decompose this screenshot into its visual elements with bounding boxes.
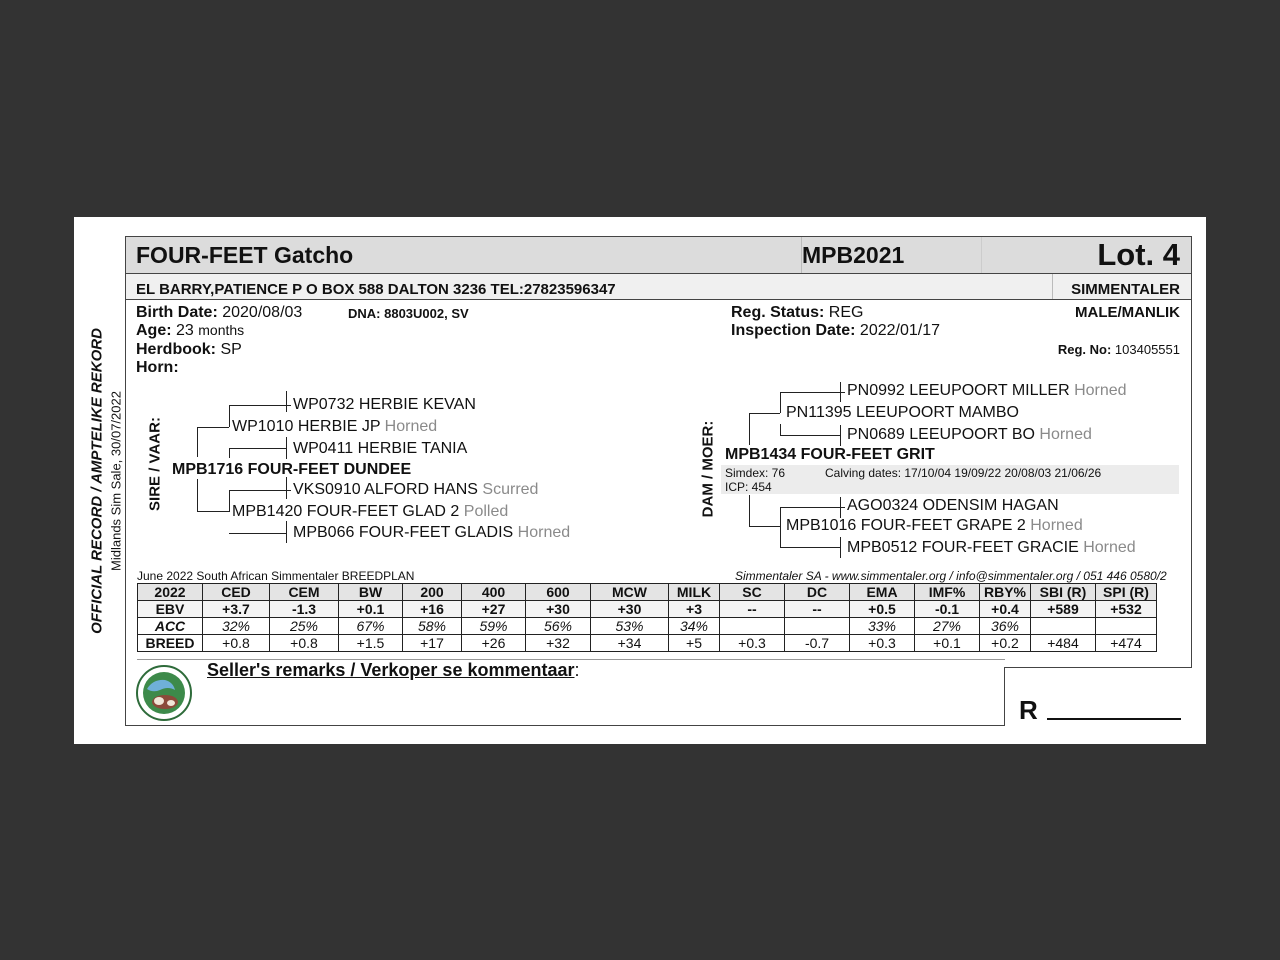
table-cell: -- (720, 601, 785, 618)
col-milk: MILK (669, 584, 720, 601)
frame-bottom (125, 725, 1005, 726)
table-cell: +30 (526, 601, 591, 618)
simmentaler-logo-icon (135, 664, 193, 722)
col-ced: CED (203, 584, 270, 601)
table-cell: 25% (270, 618, 339, 635)
dam-simdex: Simdex: 76 (725, 466, 786, 480)
dam-sire (786, 404, 1019, 422)
col-mcw: MCW (591, 584, 669, 601)
dam-name: MPB1434 FOUR-FEET GRIT (725, 446, 935, 463)
dam-icp: ICP: 454 (725, 480, 772, 494)
pedigree-name: PN0992 LEEUPOORT MILLER (847, 382, 1070, 399)
herdbook-value: SP (220, 341, 242, 358)
table-cell: +0.5 (850, 601, 915, 618)
table-cell: 67% (339, 618, 403, 635)
sire-name: MPB1716 FOUR-FEET DUNDEE (172, 461, 412, 478)
owner-line: EL BARRY,PATIENCE P O BOX 588 DALTON 3236 TEL:27823596347 (136, 281, 616, 298)
dam-dam-dam (847, 539, 1136, 557)
sire-sire (232, 418, 437, 436)
table-cell (720, 618, 785, 635)
price-input-line[interactable] (1047, 718, 1181, 720)
table-cell: 32% (203, 618, 270, 635)
table-cell: 33% (850, 618, 915, 635)
horn-status: Horned (384, 418, 438, 435)
horn-status: Horned (1083, 539, 1136, 556)
table-cell: +30 (591, 601, 669, 618)
horn-status: Horned (1030, 517, 1083, 534)
pedigree-name: VKS0910 ALFORD HANS (293, 481, 478, 498)
table-row (138, 618, 1157, 635)
sex: MALE/MANLIK (1075, 304, 1180, 321)
dam-sire-sire (847, 382, 1127, 400)
reg-status-label: Reg. Status: (731, 304, 825, 321)
table-cell: +0.3 (720, 635, 785, 652)
sire-dam (232, 503, 508, 521)
table-cell: +484 (1031, 635, 1096, 652)
birth-date-label: Birth Date: (136, 304, 218, 321)
table-cell: ACC (138, 618, 203, 635)
table-cell: -- (785, 601, 850, 618)
sire-sire-dam (293, 440, 467, 458)
table-cell: 58% (403, 618, 462, 635)
breedplan-caption: June 2022 South African Simmentaler BREEDPLAN (137, 569, 415, 583)
col-200: 200 (403, 584, 462, 601)
seller-remarks-colon: : (574, 660, 580, 680)
pedigree-name: MPB066 FOUR-FEET GLADIS (293, 524, 514, 541)
table-cell: +5 (669, 635, 720, 652)
table-cell: +0.1 (915, 635, 980, 652)
animal-name: FOUR-FEET Gatcho (136, 242, 354, 268)
breedplan-contact: Simmentaler SA - www.simmentaler.org / info@simmentaler.org / 051 446 0580/2 (735, 569, 1167, 583)
table-cell: -0.1 (915, 601, 980, 618)
inspection-date-label: Inspection Date: (731, 322, 856, 339)
col-year: 2022 (138, 584, 203, 601)
dam-calving-dates: Calving dates: 17/10/04 19/09/22 20/08/03 21/06/26 (825, 466, 1102, 480)
dam-label: DAM / MOER: (699, 420, 717, 518)
col-spi: SPI (R) (1096, 584, 1157, 601)
table-cell: +474 (1096, 635, 1157, 652)
table-cell (1096, 618, 1157, 635)
frame-left (125, 300, 126, 726)
price-box-left (1004, 667, 1005, 726)
col-rby: RBY% (980, 584, 1031, 601)
table-cell: +16 (403, 601, 462, 618)
col-400: 400 (462, 584, 526, 601)
birth-date-value: 2020/08/03 (222, 304, 303, 321)
frame-right (1191, 300, 1192, 667)
lot-number: Lot. 4 (1097, 237, 1180, 272)
table-cell: +34 (591, 635, 669, 652)
sire-dam-dam (293, 524, 570, 542)
official-record-label: OFFICIAL RECORD / AMPTELIKE REKORD (88, 328, 106, 634)
table-cell: +32 (526, 635, 591, 652)
dam-dam (786, 517, 1083, 535)
sire-label: SIRE / VAAR: (146, 417, 164, 511)
reg-status-value: REG (828, 304, 864, 321)
animal-code: MPB2021 (802, 242, 905, 268)
table-cell: +17 (403, 635, 462, 652)
herdbook (136, 341, 242, 359)
inspection-date-value: 2022/01/17 (859, 322, 940, 339)
col-bw: BW (339, 584, 403, 601)
seller-remarks-label: Seller's remarks / Verkoper se kommentaar (207, 660, 575, 680)
col-dc: DC (785, 584, 850, 601)
table-cell: 59% (462, 618, 526, 635)
dam-dam-sire (847, 497, 1059, 515)
table-cell (1031, 618, 1096, 635)
table-cell: +26 (462, 635, 526, 652)
pedigree-name: PN11395 LEEUPOORT MAMBO (786, 404, 1019, 421)
sire-sire-sire (293, 396, 476, 414)
pedigree-name: AGO0324 ODENSIM HAGAN (847, 497, 1059, 514)
table-cell: +0.1 (339, 601, 403, 618)
dna-code: DNA: 8803U002, SV (348, 306, 469, 321)
pedigree-name: PN0689 LEEUPOORT BO (847, 426, 1035, 443)
table-cell: +532 (1096, 601, 1157, 618)
table-cell: -0.7 (785, 635, 850, 652)
reg-status (731, 304, 863, 322)
sire-dam-sire (293, 481, 538, 499)
col-sc: SC (720, 584, 785, 601)
pedigree-name: MPB0512 FOUR-FEET GRACIE (847, 539, 1079, 556)
table-cell: BREED (138, 635, 203, 652)
reg-no-label: Reg. No: (1057, 342, 1112, 357)
table-cell: +3.7 (203, 601, 270, 618)
pedigree-name: MPB1016 FOUR-FEET GRAPE 2 (786, 517, 1026, 534)
age-unit: months (198, 322, 245, 338)
ebv-table (137, 583, 1157, 652)
col-imf: IMF% (915, 584, 980, 601)
price-prefix: R (1019, 695, 1038, 725)
table-cell: 34% (669, 618, 720, 635)
horn-label: Horn: (136, 359, 179, 376)
table-cell: +0.4 (980, 601, 1031, 618)
pedigree-name: WP1010 HERBIE JP (232, 418, 381, 435)
table-cell: 36% (980, 618, 1031, 635)
age-value: 23 (176, 322, 194, 339)
horn-status: Horned (1074, 382, 1127, 399)
table-cell: +0.8 (203, 635, 270, 652)
age (136, 322, 244, 340)
reg-no-value: 103405551 (1114, 342, 1180, 357)
age-label: Age: (136, 322, 172, 339)
table-row (138, 601, 1157, 618)
birth-date (136, 304, 302, 322)
horn-status: Scurred (482, 481, 539, 498)
table-cell: +589 (1031, 601, 1096, 618)
inspection-date (731, 322, 940, 340)
reg-no (1058, 342, 1180, 357)
table-cell: 53% (591, 618, 669, 635)
table-cell: -1.3 (270, 601, 339, 618)
table-cell: +0.3 (850, 635, 915, 652)
table-cell (785, 618, 850, 635)
pedigree-name: WP0732 HERBIE KEVAN (293, 396, 476, 413)
horn-status: Horned (517, 524, 571, 541)
price-box-top (1004, 667, 1192, 668)
table-cell: +0.2 (980, 635, 1031, 652)
horn-status: Polled (463, 503, 509, 520)
horn-status: Horned (1039, 426, 1092, 443)
breed-name: SIMMENTALER (1071, 281, 1180, 298)
table-cell: 27% (915, 618, 980, 635)
table-cell: +0.8 (270, 635, 339, 652)
table-cell: 56% (526, 618, 591, 635)
table-cell: +3 (669, 601, 720, 618)
pedigree-name: MPB1420 FOUR-FEET GLAD 2 (232, 503, 460, 520)
pedigree-name: WP0411 HERBIE TANIA (293, 440, 468, 457)
col-cem: CEM (270, 584, 339, 601)
sale-record-card (74, 217, 1206, 744)
col-ema: EMA (850, 584, 915, 601)
dam-sire-dam (847, 426, 1092, 444)
col-sbi: SBI (R) (1031, 584, 1096, 601)
table-row (138, 635, 1157, 652)
table-cell: +1.5 (339, 635, 403, 652)
herdbook-label: Herdbook: (136, 341, 216, 358)
col-600: 600 (526, 584, 591, 601)
seller-remarks (207, 660, 580, 681)
table-cell: +27 (462, 601, 526, 618)
sale-name-label: Midlands Sim Sale, 30/07/2022 (108, 391, 124, 571)
horn (136, 359, 179, 377)
table-cell: EBV (138, 601, 203, 618)
table-header-row (138, 584, 1157, 601)
